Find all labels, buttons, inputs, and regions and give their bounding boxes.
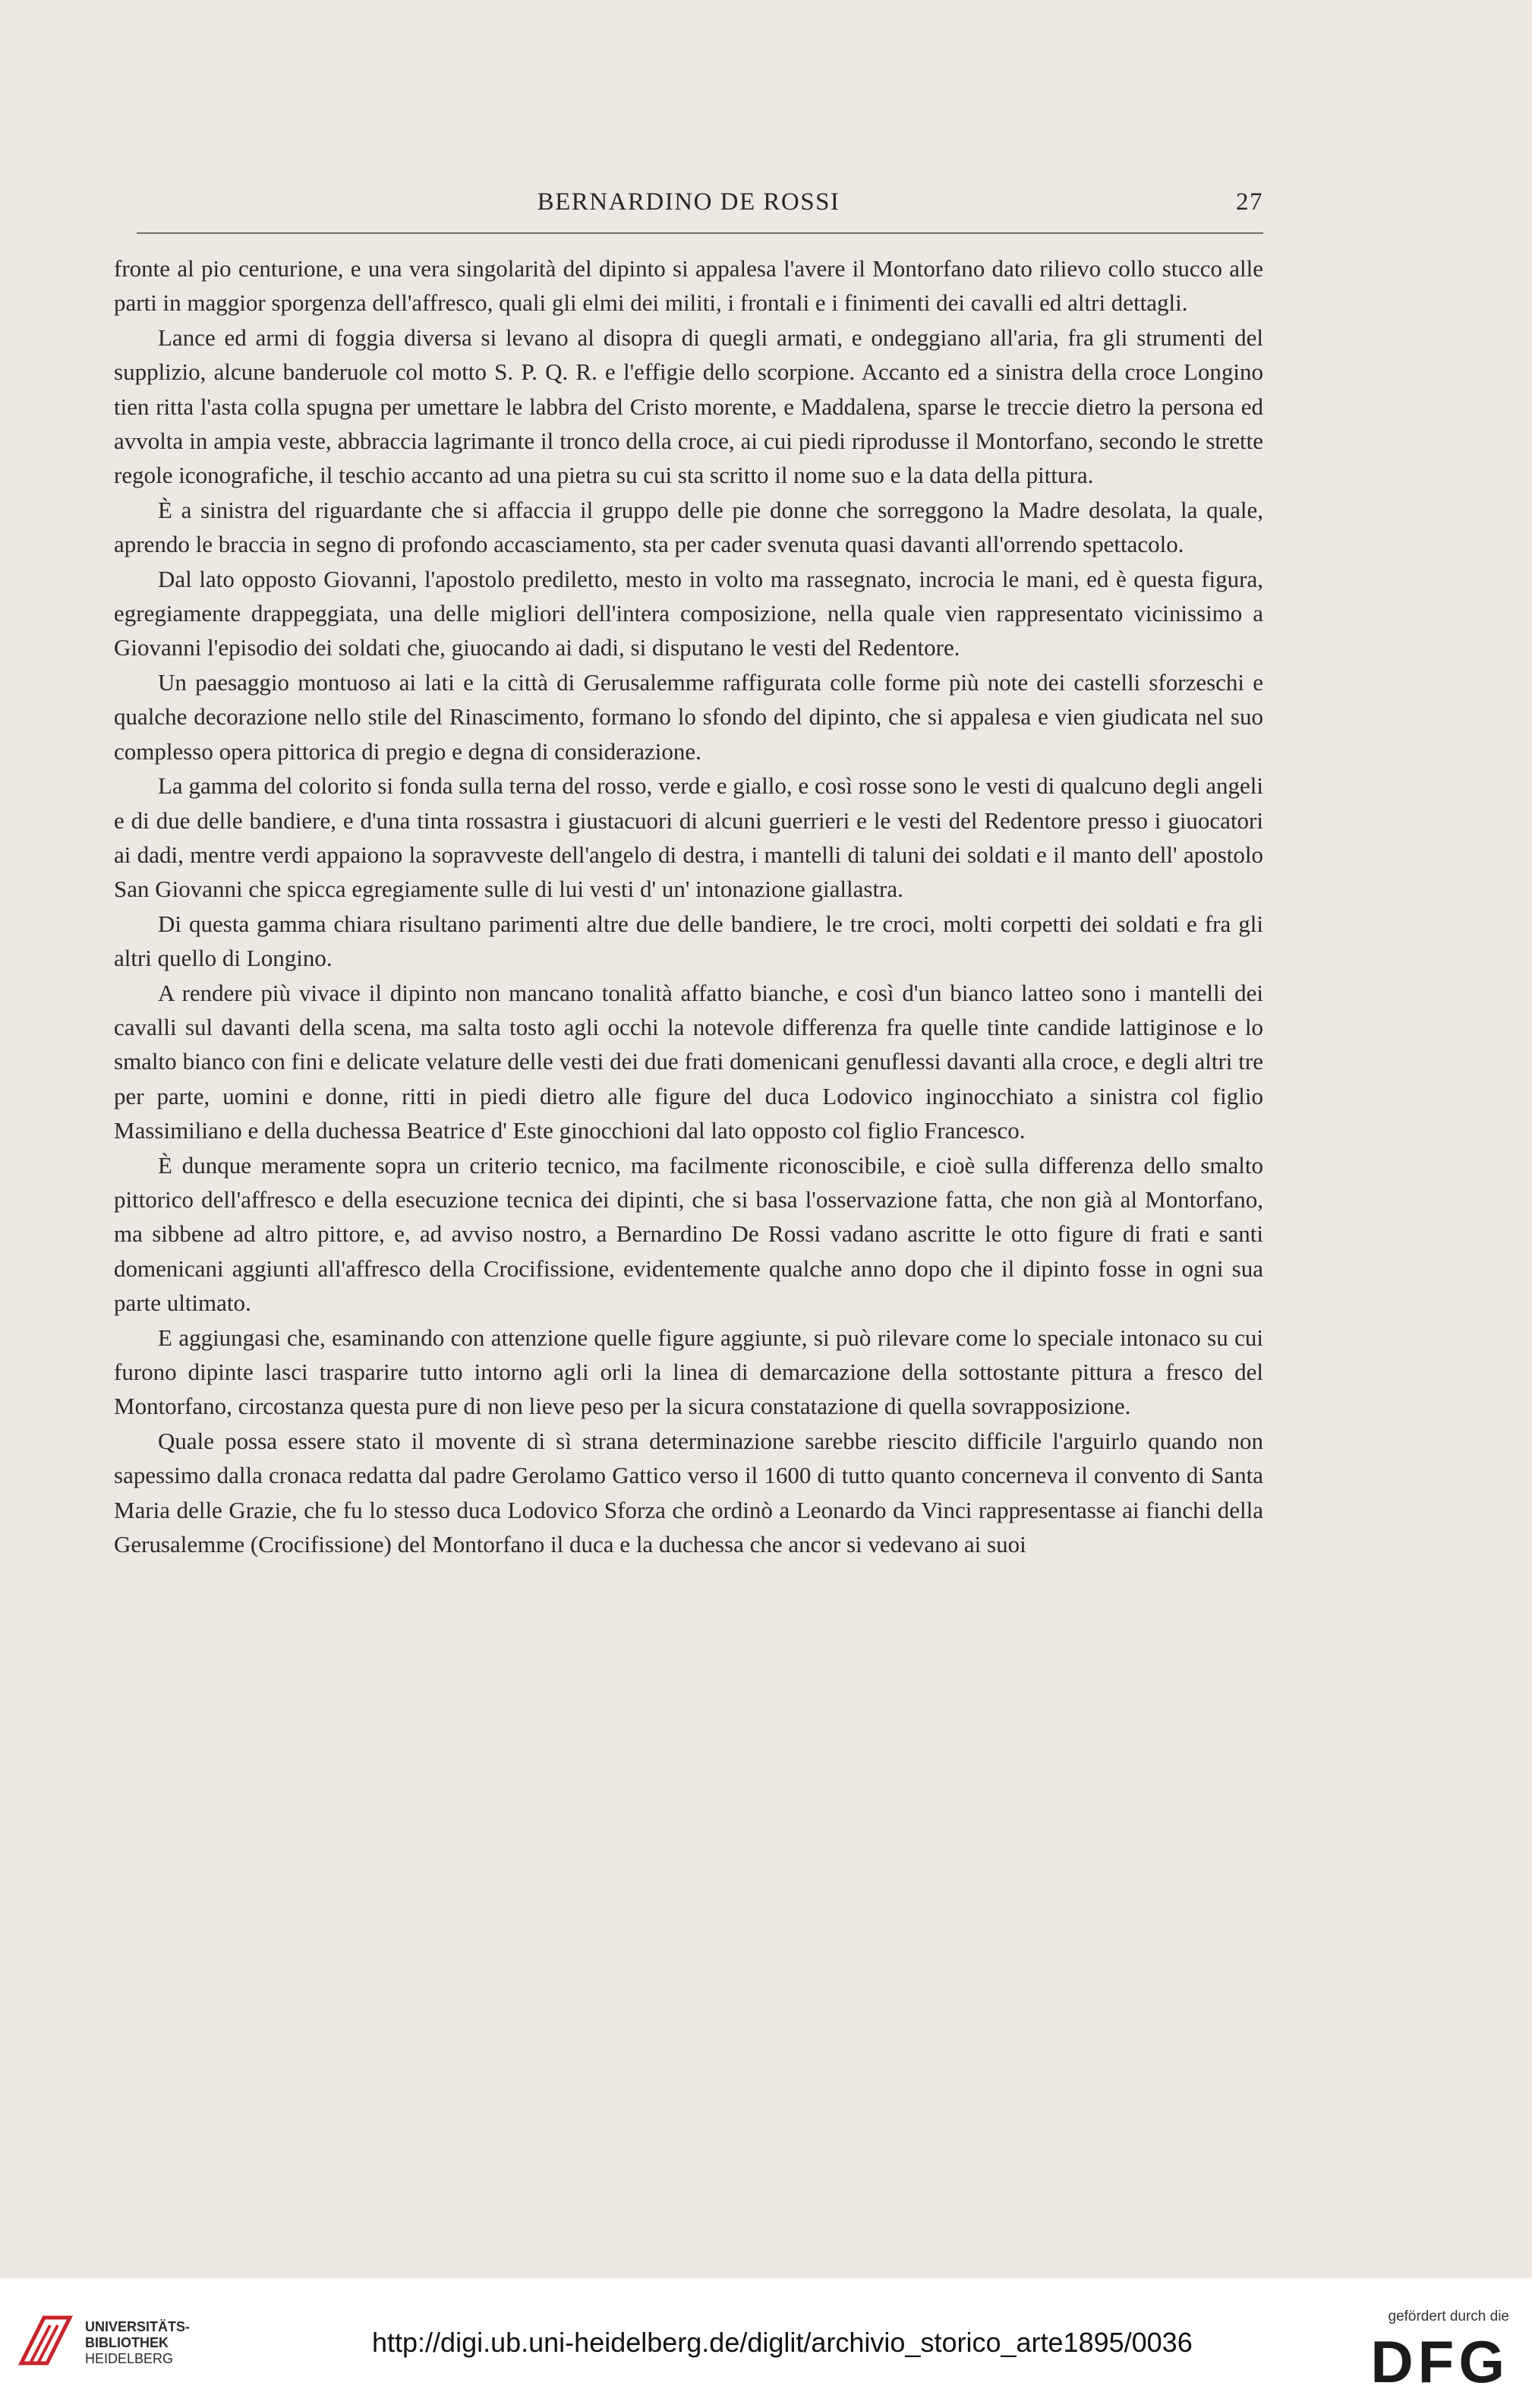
paragraph-10: E aggiungasi che, esaminando con attenzione quelle figure aggiunte, si può rilevare come lo speciale intonaco su cui furono dipinte lasci trasparire tutto intorno agli orli la linea di demarcazione della sottostante pittura a fresco del Montorfano, circostanza questa pure di non lieve peso per la sicura constatazione di quella sovrapposizione. [114,1324,1263,1420]
paragraph-6: La gamma del colorito si fonda sulla terna del rosso, verde e giallo, e così rosse sono le vesti di qualcuno degli angeli e di due delle bandiere, e d'una tinta rossastra i giustacuori di alcuni guerrieri e le vesti del Redentore presso i giuocatori ai dadi, mentre verdi appaiono la sopravveste dell'angelo di destra, i mantelli di taluni dei soldati e il manto dell' apostolo San Giovanni che spicca egregiamente sulle di lui vesti d' un' intonazione giallastra. [114,772,1263,903]
running-title: BERNARDINO DE ROSSI [537,188,840,216]
paragraph-5: Un paesaggio montuoso ai lati e la città di Gerusalemme raffigurata colle forme più note dei castelli sforzeschi e qualche decorazione nello stile del Rinascimento, formano lo sfondo del dipinto, che si appalesa e vien giudicata nel suo complesso opera pittorica di pregio e degna di considerazione. [114,668,1263,765]
paragraph-4: Dal lato opposto Giovanni, l'apostolo prediletto, mesto in volto ma rassegnato, incrocia le mani, ed è questa figura, egregiamente drappeggiata, una delle migliori dell'intera composizione, nella quale vien rappresentato vicinissimo a Giovanni l'episodio dei soldati che, giuocando ai dadi, si disputano le vesti del Redentore. [114,565,1263,661]
body-text [114,251,1263,1561]
paragraph-7: Di questa gamma chiara risultano parimenti altre due delle bandiere, le tre croci, molti corpetti dei soldati e fra gli altri quello di Longino. [114,910,1263,972]
library-line-3: HEIDELBERG [85,2351,174,2366]
paragraph-11: Quale possa essere stato il movente di sì strana determinazione sarebbe riescito difficile l'arguirlo quando non sapessimo dalla cronaca redatta dal padre Gerolamo Gattico verso il 1600 di tutto quanto concerneva il convento di Santa Maria delle Grazie, che fu lo stesso duca Lodovico Sforza che ordinò a Leonardo da Vinci rappresentasse ai fianchi della Gerusalemme (Crocifissione) del Montorfano il duca e la duchessa che ancor si vedevano ai suoi [114,1427,1263,1558]
funding-note: gefördert durch die [1388,2309,1509,2324]
paragraph-1: fronte al pio centurione, e una vera singolarità del dipinto si appalesa l'avere il Montorfano dato rilievo collo stucco alle parti in maggior sporgenza dell'affresco, quali gli elmi dei militi, i frontali e i finimenti dei cavalli ed altri dettagli. [114,255,1263,317]
library-line-1: UNIVERSITÄTS- [85,2319,191,2334]
page-number: 27 [1236,188,1263,216]
source-url-link[interactable]: http://digi.ub.uni-heidelberg.de/diglit/archivio_storico_arte1895/0036 [372,2327,1193,2358]
running-head [114,188,1263,226]
library-name [85,2319,190,2367]
paragraph-9: È dunque meramente sopra un criterio tecnico, ma facilmente riconoscibile, e cioè sulla differenza dello smalto pittorico dell'affresco e della esecuzione tecnica dei dipinti, che si basa l'osservazione fatta, che non già al Montorfano, ma sibbene ad altro pittore, e, ad avviso nostro, a Bernardino De Rossi vadano ascritte le otto figure di frati e santi domenicani aggiunti all'affresco della Crocifissione, evidentemente qualche anno dopo che il dipinto fosse in ogni sua parte ultimato. [114,1151,1263,1317]
ub-heidelberg-logo-icon [17,2310,74,2372]
header-rule [137,232,1263,234]
dfg-logo: DFG [1370,2328,1509,2395]
library-line-2: BIBLIOTHEK [85,2335,169,2350]
paragraph-2: Lance ed armi di foggia diversa si levano al disopra di quegli armati, e ondeggiano all'aria, fra gli strumenti del supplizio, alcune banderuole col motto S. P. Q. R. e l'effigie dello scorpione. Accanto ed a sinistra della croce Longino tien ritta l'asta colla spugna per umettare le labbra del Cristo morente, e Maddalena, sparse le treccie dietro la persona ed avvolta in ampia veste, abbraccia lagrimante il tronco della croce, ai cui piedi riprodusse il Montorfano, secondo le strette regole iconografiche, il teschio accanto ad una pietra su cui sta scritto il nome suo e la data della pittura. [114,323,1263,489]
footer-bar [0,2278,1532,2408]
paragraph-8: A rendere più vivace il dipinto non mancano tonalità affatto bianche, e così d'un bianco latteo sono i mantelli dei cavalli sul davanti della scena, ma salta tosto agli occhi la notevole differenza fra quelle tinte candide lattiginose e lo smalto bianco con fini e delicate velature delle vesti dei due frati domenicani genuflessi davanti alla croce, e degli altri tre per parte, uomini e donne, ritti in piedi dietro alle figure del duca Lodovico inginocchiato a sinistra col figlio Massimiliano e della duchessa Beatrice d' Este ginocchioni dal lato opposto col figlio Francesco. [114,979,1263,1144]
paragraph-3: È a sinistra del riguardante che si affaccia il gruppo delle pie donne che sorreggono la Madre desolata, la quale, aprendo le braccia in segno di profondo accasciamento, sta per cader svenuta quasi davanti all'orrendo spettacolo. [114,496,1263,558]
